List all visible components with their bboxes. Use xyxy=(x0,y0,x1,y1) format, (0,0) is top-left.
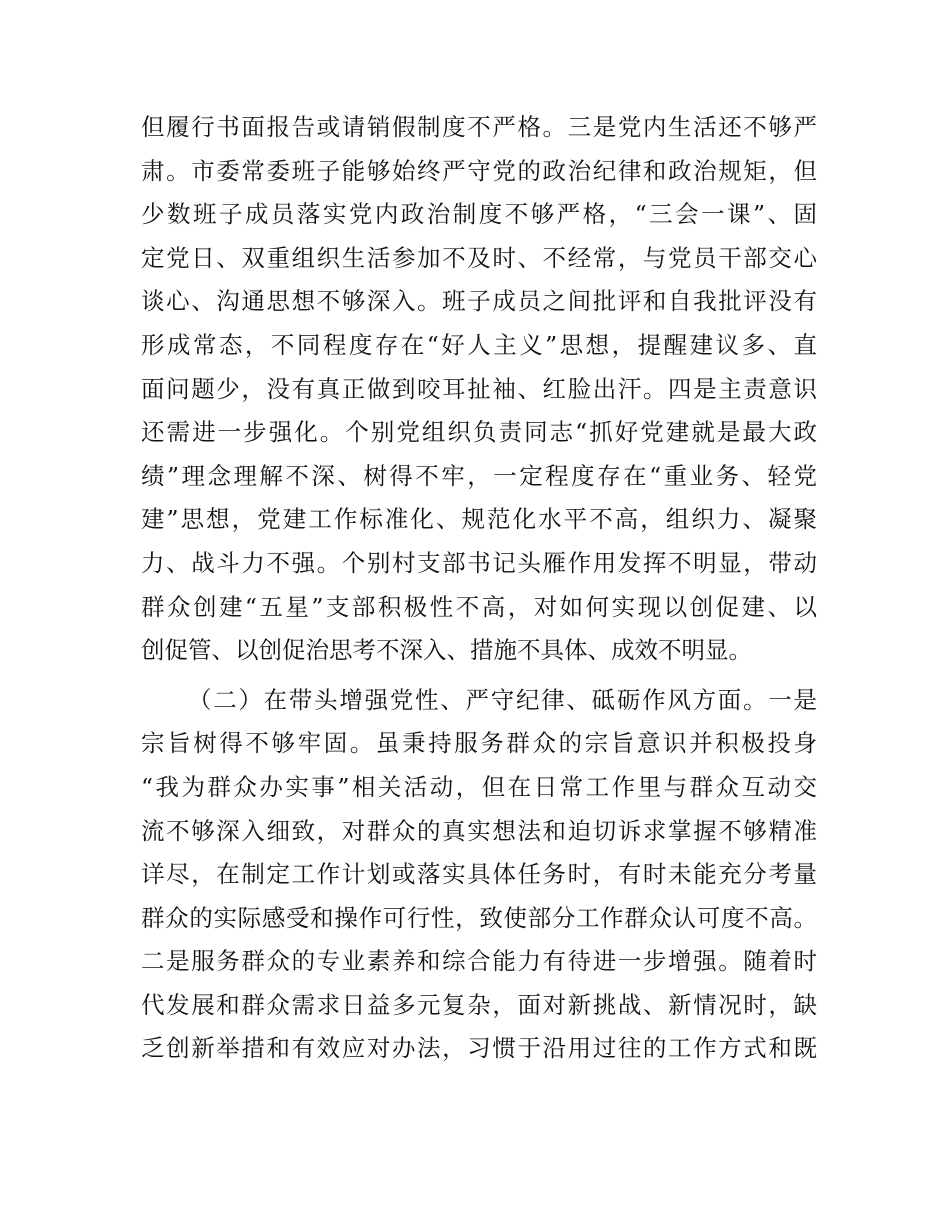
text-line: 肃。市委常委班子能够始终严守党的政治纪律和政治规矩，但 xyxy=(141,156,817,185)
text-line: 流不够深入细致，对群众的真实想法和迫切诉求掌握不够精准 xyxy=(141,816,817,845)
text-line: 定党日、双重组织生活参加不及时、不经常，与党员干部交心 xyxy=(141,243,817,272)
text-line: 面问题少，没有真正做到咬耳扯袖、红脸出汗。四是主责意识 xyxy=(141,374,817,403)
text-line: 群众创建“五星”支部积极性不高，对如何实现以创促建、以 xyxy=(141,592,817,621)
text-line: 少数班子成员落实党内政治制度不够严格，“三会一课”、固 xyxy=(141,200,817,229)
text-line: 代发展和群众需求日益多元复杂，面对新挑战、新情况时，缺 xyxy=(141,990,817,1019)
text-line: 乏创新举措和有效应对办法，习惯于沿用过往的工作方式和既 xyxy=(141,1034,817,1063)
text-line: 力、战斗力不强。个别村支部书记头雁作用发挥不明显，带动 xyxy=(141,548,817,577)
text-line: 绩”理念理解不深、树得不牢，一定程度存在“重业务、轻党 xyxy=(141,461,817,490)
text-line: 还需进一步强化。个别党组织负责同志“抓好党建就是最大政 xyxy=(141,418,817,447)
text-line: 详尽，在制定工作计划或落实具体任务时，有时未能充分考量 xyxy=(141,860,817,889)
document-body xyxy=(141,106,817,1071)
text-line: 宗旨树得不够牢固。虽秉持服务群众的宗旨意识并积极投身 xyxy=(141,729,817,758)
paragraph xyxy=(141,679,817,1071)
text-line: 创促管、以创促治思考不深入、措施不具体、成效不明显。 xyxy=(141,636,752,665)
paragraph xyxy=(141,106,817,673)
text-line: 二是服务群众的专业素养和综合能力有待进一步增强。随着时 xyxy=(141,947,817,976)
text-line: 但履行书面报告或请销假制度不严格。三是党内生活还不够严 xyxy=(141,113,817,141)
text-line: “我为群众办实事”相关活动，但在日常工作里与群众互动交 xyxy=(141,772,817,801)
text-line: 群众的实际感受和操作可行性，致使部分工作群众认可度不高。 xyxy=(141,903,817,932)
section-heading-line: （二）在带头增强党性、严守纪律、砥砺作风方面。一是 xyxy=(188,685,817,714)
text-line: 建”思想，党建工作标准化、规范化水平不高，组织力、凝聚 xyxy=(141,505,817,534)
text-line: 谈心、沟通思想不够深入。班子成员之间批评和自我批评没有 xyxy=(141,287,817,316)
text-line: 形成常态，不同程度存在“好人主义”思想，提醒建议多、直 xyxy=(141,330,817,359)
